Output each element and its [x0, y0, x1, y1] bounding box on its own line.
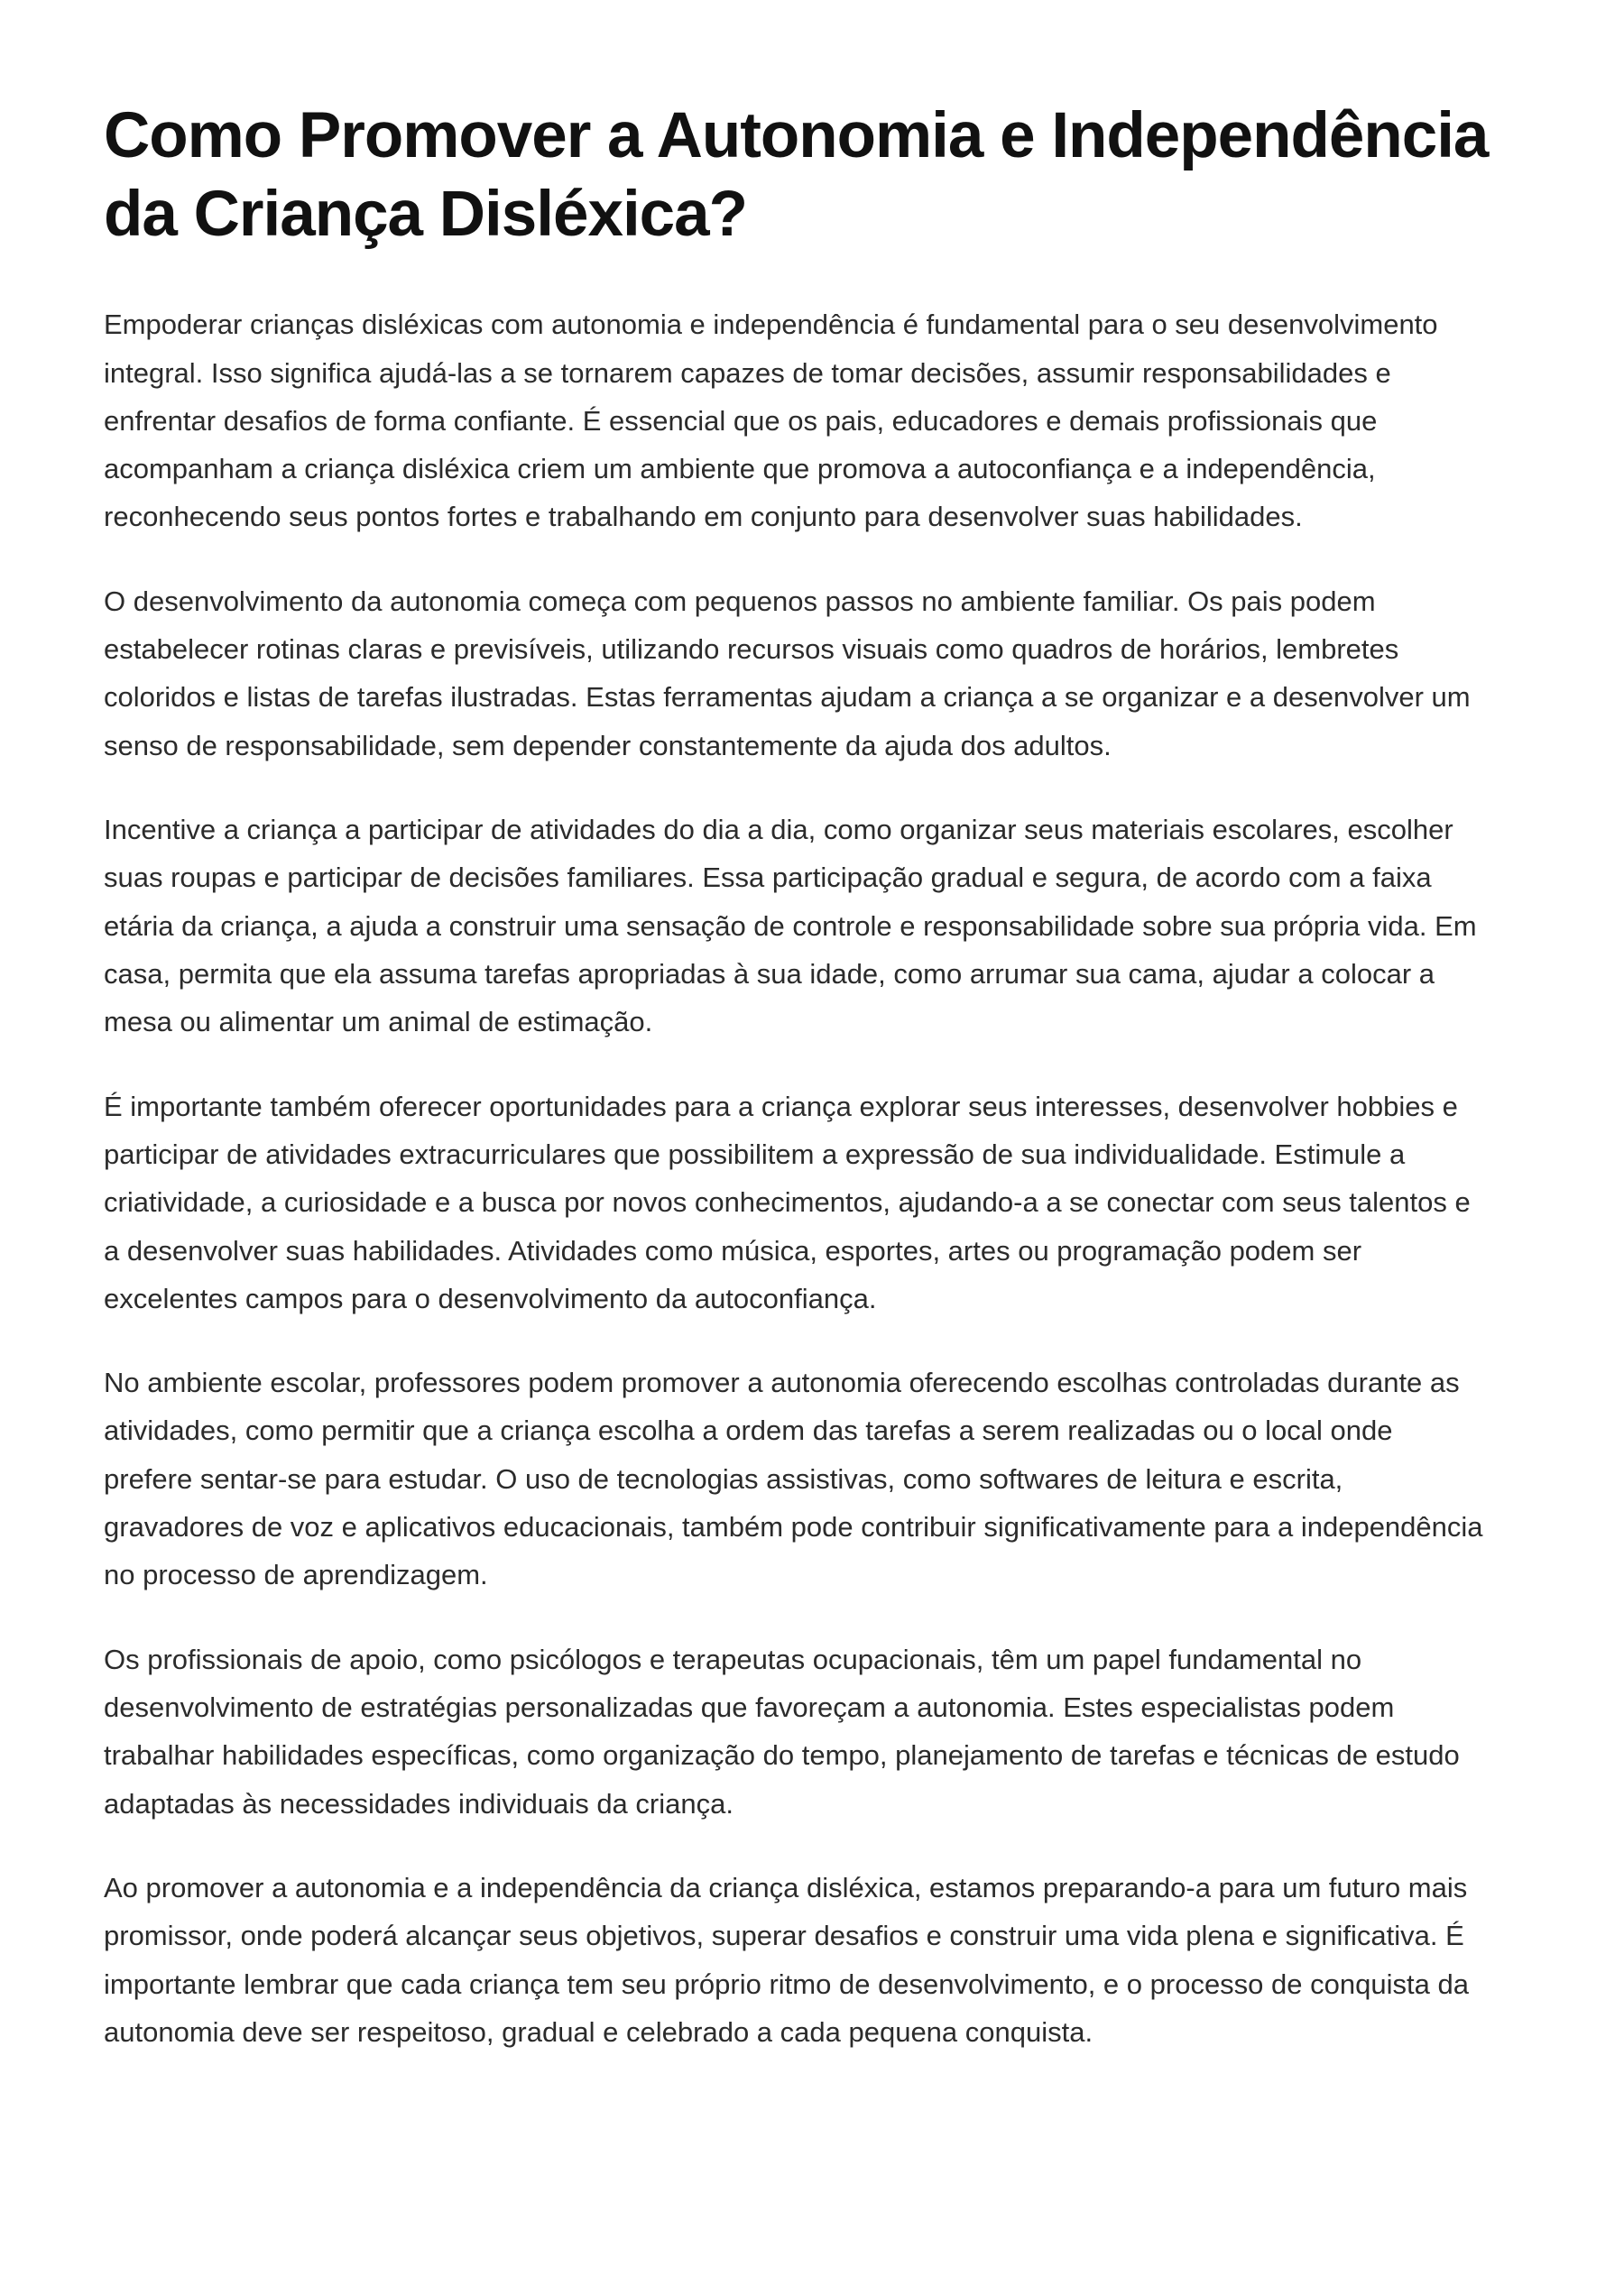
page-title: Como Promover a Autonomia e Independência da Criança Disléxica?	[104, 100, 1489, 250]
paragraph: Os profissionais de apoio, como psicólogos e terapeutas ocupacionais, têm um papel fundamental no desenvolvimento de estratégias personalizadas que favoreçam a autonomia. Estes especialistas podem trabalhar habilidades específicas, como organização do tempo, planejamento de tarefas e técnicas de estudo adaptadas às necessidades individuais da criança.	[104, 1643, 1460, 1820]
paragraph: É importante também oferecer oportunidades para a criança explorar seus interesses, desenvolver hobbies e participar de atividades extracurriculares que possibilitem a expressão de sua individualidade. Estimule a criatividade, a curiosidade e a busca por novos conhecimentos, ajudando-a a se conectar com seus talentos e a desenvolver suas habilidades. Atividades como música, esportes, artes ou programação podem ser excelentes campos para o desenvolvimento da autoconfiança.	[104, 1090, 1471, 1314]
paragraph: No ambiente escolar, professores podem promover a autonomia oferecendo escolhas controladas durante as atividades, como permitir que a criança escolha a ordem das tarefas a serem realizadas ou o local onde prefere sentar-se para estudar. O uso de tecnologias assistivas, como softwares de leitura e escrita, gravadores de voz e aplicativos educacionais, também pode contribuir significativamente para a independência no processo de aprendizagem.	[104, 1367, 1483, 1591]
paragraph: Incentive a criança a participar de atividades do dia a dia, como organizar seus materiais escolares, escolher suas roupas e participar de decisões familiares. Essa participação gradual e segura, de acordo com a faixa etária da criança, a ajuda a construir uma sensação de controle e responsabilidade sobre sua própria vida. Em casa, permita que ela assuma tarefas apropriadas à sua idade, como arrumar sua cama, ajudar a colocar a mesa ou alimentar um animal de estimação.	[104, 814, 1477, 1038]
paragraph: Empoderar crianças disléxicas com autonomia e independência é fundamental para o seu desenvolvimento integral. Isso significa ajudá-las a se tornarem capazes de tomar decisões, assumir responsabilidades e enfrentar desafios de forma confiante. É essencial que os pais, educadores e demais profissionais que acompanham a criança disléxica criem um ambiente que promova a autoconfiança e a independência, reconhecendo seus pontos fortes e trabalhando em conjunto para desenvolver suas habilidades.	[104, 309, 1438, 533]
paragraph: Ao promover a autonomia e a independência da criança disléxica, estamos preparando-a para um futuro mais promissor, onde poderá alcançar seus objetivos, superar desafios e construir uma vida plena e significativa. É importante lembrar que cada criança tem seu próprio ritmo de desenvolvimento, e o processo de conquista da autonomia deve ser respeitoso, gradual e celebrado a cada pequena conquista.	[104, 1871, 1469, 2048]
article	[104, 97, 1489, 2056]
paragraph: O desenvolvimento da autonomia começa com pequenos passos no ambiente familiar. Os pais podem estabelecer rotinas claras e previsíveis, utilizando recursos visuais como quadros de horários, lembretes coloridos e listas de tarefas ilustradas. Estas ferramentas ajudam a criança a se organizar e a desenvolver um senso de responsabilidade, sem depender constantemente da ajuda dos adultos.	[104, 585, 1471, 761]
